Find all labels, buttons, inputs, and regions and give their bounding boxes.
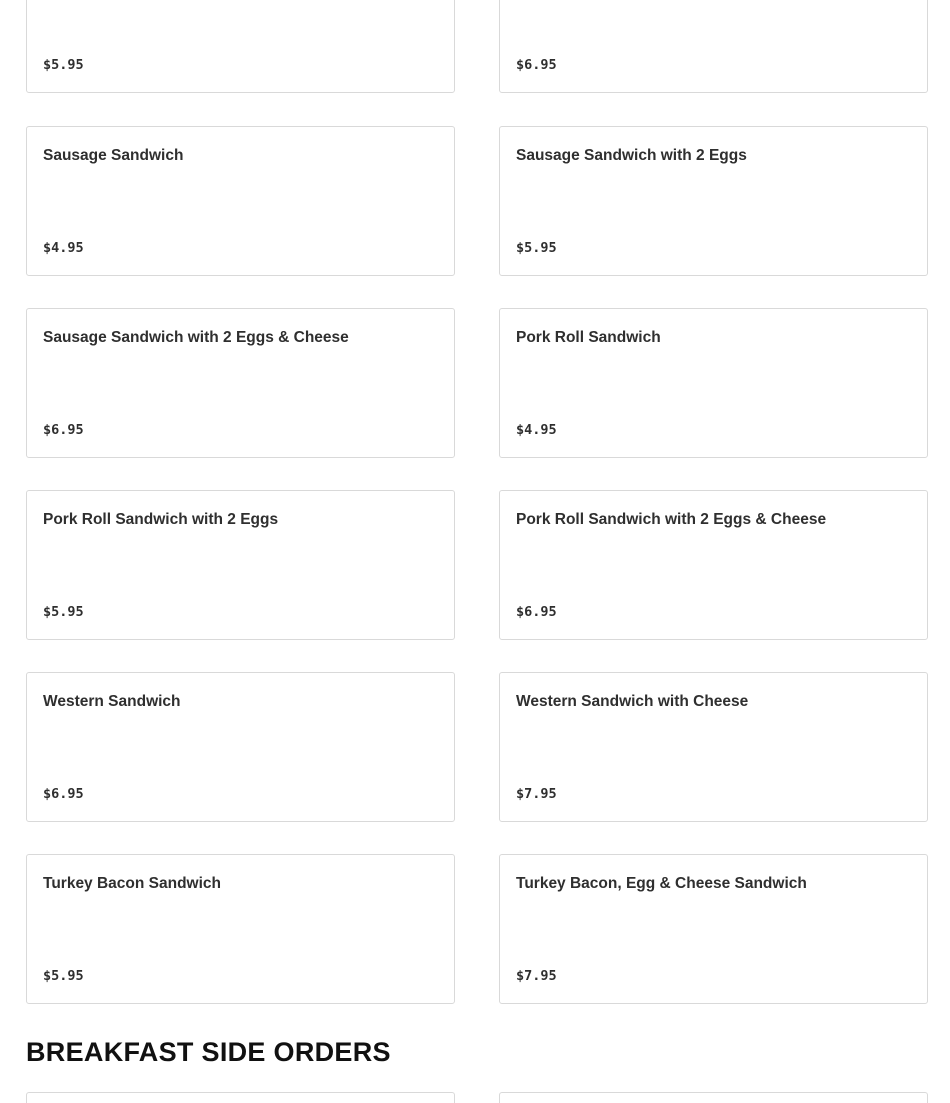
- menu-item-card[interactable]: [499, 672, 928, 822]
- menu-item-card[interactable]: [26, 308, 455, 458]
- menu-item-name: Sausage Sandwich: [43, 147, 184, 164]
- menu-item-price: $4.95: [43, 240, 84, 256]
- menu-item-price: $6.95: [43, 786, 84, 802]
- menu-item-name: Western Sandwich with Cheese: [516, 693, 749, 710]
- menu-item-price: $5.95: [43, 604, 84, 620]
- menu-item-name: Pork Roll Sandwich: [516, 329, 661, 346]
- menu-item-name: Turkey Bacon Sandwich: [43, 875, 222, 892]
- menu-item-card[interactable]: [26, 490, 455, 640]
- menu-item-name: Sausage Sandwich with 2 Eggs & Cheese: [43, 329, 349, 346]
- menu-item-name: Turkey Bacon, Egg & Cheese Sandwich: [516, 875, 807, 892]
- menu-item-price: $7.95: [516, 786, 557, 802]
- menu-item-card[interactable]: [499, 1092, 928, 1103]
- menu-item-price: $6.95: [516, 57, 557, 73]
- menu-item-price: $7.95: [516, 968, 557, 984]
- menu-item-card[interactable]: [499, 854, 928, 1004]
- menu-item-card[interactable]: [499, 0, 928, 93]
- menu-item-price: $4.95: [516, 422, 557, 438]
- section-title-breakfast-side-orders: BREAKFAST SIDE ORDERS: [26, 1037, 391, 1067]
- menu-item-card[interactable]: [26, 1092, 455, 1103]
- menu-item-price: $6.95: [516, 604, 557, 620]
- menu-item-card[interactable]: [499, 308, 928, 458]
- menu-item-name: Pork Roll Sandwich with 2 Eggs & Cheese: [516, 511, 827, 528]
- menu-item-card[interactable]: [26, 0, 455, 93]
- menu-item-price: $5.95: [516, 240, 557, 256]
- menu-item-card[interactable]: [499, 126, 928, 276]
- menu-item-name: Pork Roll Sandwich with 2 Eggs: [43, 511, 279, 528]
- menu-item-card[interactable]: [26, 672, 455, 822]
- menu-item-price: $6.95: [43, 422, 84, 438]
- menu-item-price: $5.95: [43, 57, 84, 73]
- menu-item-price: $5.95: [43, 968, 84, 984]
- menu-item-card[interactable]: [26, 126, 455, 276]
- menu-item-name: Western Sandwich: [43, 693, 181, 710]
- menu-item-card[interactable]: [26, 854, 455, 1004]
- menu-item-name: Sausage Sandwich with 2 Eggs: [516, 147, 747, 164]
- menu-item-card[interactable]: [499, 490, 928, 640]
